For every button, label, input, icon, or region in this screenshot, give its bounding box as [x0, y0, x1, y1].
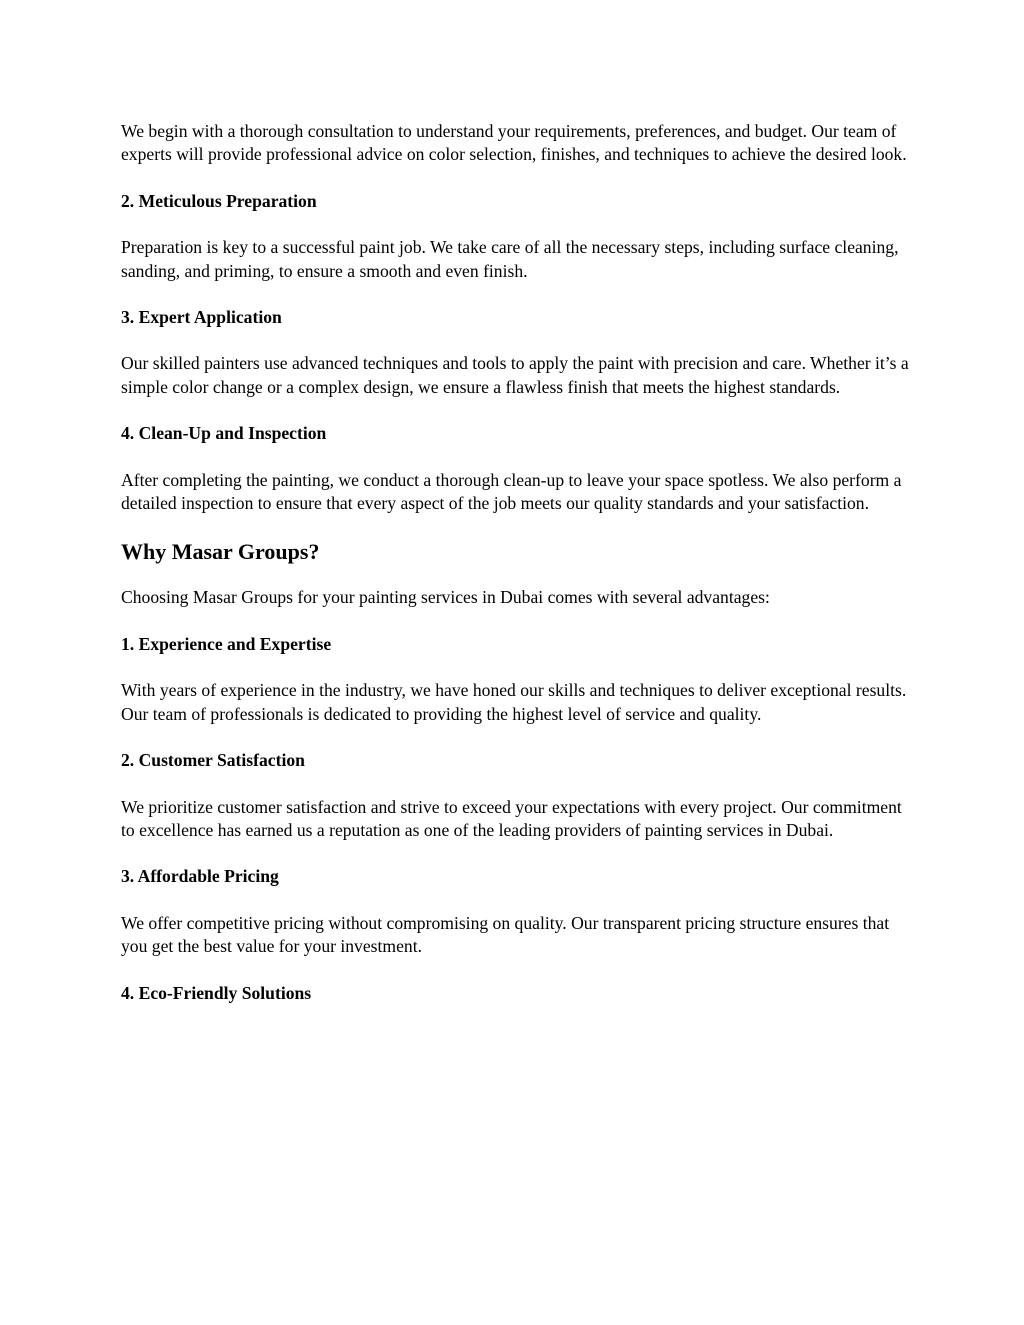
- eco-friendly-heading: 4. Eco-Friendly Solutions: [121, 982, 312, 1003]
- consultation-paragraph: We begin with a thorough consultation to understand your requirements, preferences, and budget. Our team of experts will provide professional advice on color selection, finishes, and techniques to achieve the desired look.: [121, 121, 907, 165]
- preparation-heading: 2. Meticulous Preparation: [121, 190, 317, 211]
- preparation-paragraph: Preparation is key to a successful paint job. We take care of all the necessary steps, including surface cleaning, sanding, and priming, to ensure a smooth and even finish.: [121, 237, 899, 281]
- application-paragraph: Our skilled painters use advanced techniques and tools to apply the paint with precision and care. Whether it’s a simple color change or a complex design, we ensure a flawless finish that meets the highest standards.: [121, 353, 909, 397]
- pricing-paragraph: We offer competitive pricing without compromising on quality. Our transparent pricing structure ensures that you get the best value for your investment.: [121, 912, 890, 957]
- satisfaction-paragraph: We prioritize customer satisfaction and strive to exceed your expectations with every project. Our commitment to excellence has earned us a reputation as one of the leading providers of painting services in Dubai.: [121, 796, 902, 840]
- satisfaction-heading: 2. Customer Satisfaction: [121, 750, 305, 771]
- experience-heading: 1. Experience and Expertise: [121, 633, 332, 654]
- pricing-heading: 3. Affordable Pricing: [121, 866, 279, 887]
- why-section-intro: Choosing Masar Groups for your painting services in Dubai comes with several advantages:: [121, 587, 770, 608]
- why-section-title: Why Masar Groups?: [121, 539, 320, 565]
- cleanup-paragraph: After completing the painting, we conduct a thorough clean-up to leave your space spotless. We also perform a detailed inspection to ensure that every aspect of the job meets our quality standards and your satisfaction.: [121, 469, 902, 514]
- cleanup-heading: 4. Clean-Up and Inspection: [121, 423, 327, 444]
- document-page: [121, 120, 911, 1028]
- experience-paragraph: With years of experience in the industry, we have honed our skills and techniques to deliver exceptional results. Our team of professionals is dedicated to providing the highest level of service and quality.: [121, 680, 907, 724]
- application-heading: 3. Expert Application: [121, 307, 282, 328]
